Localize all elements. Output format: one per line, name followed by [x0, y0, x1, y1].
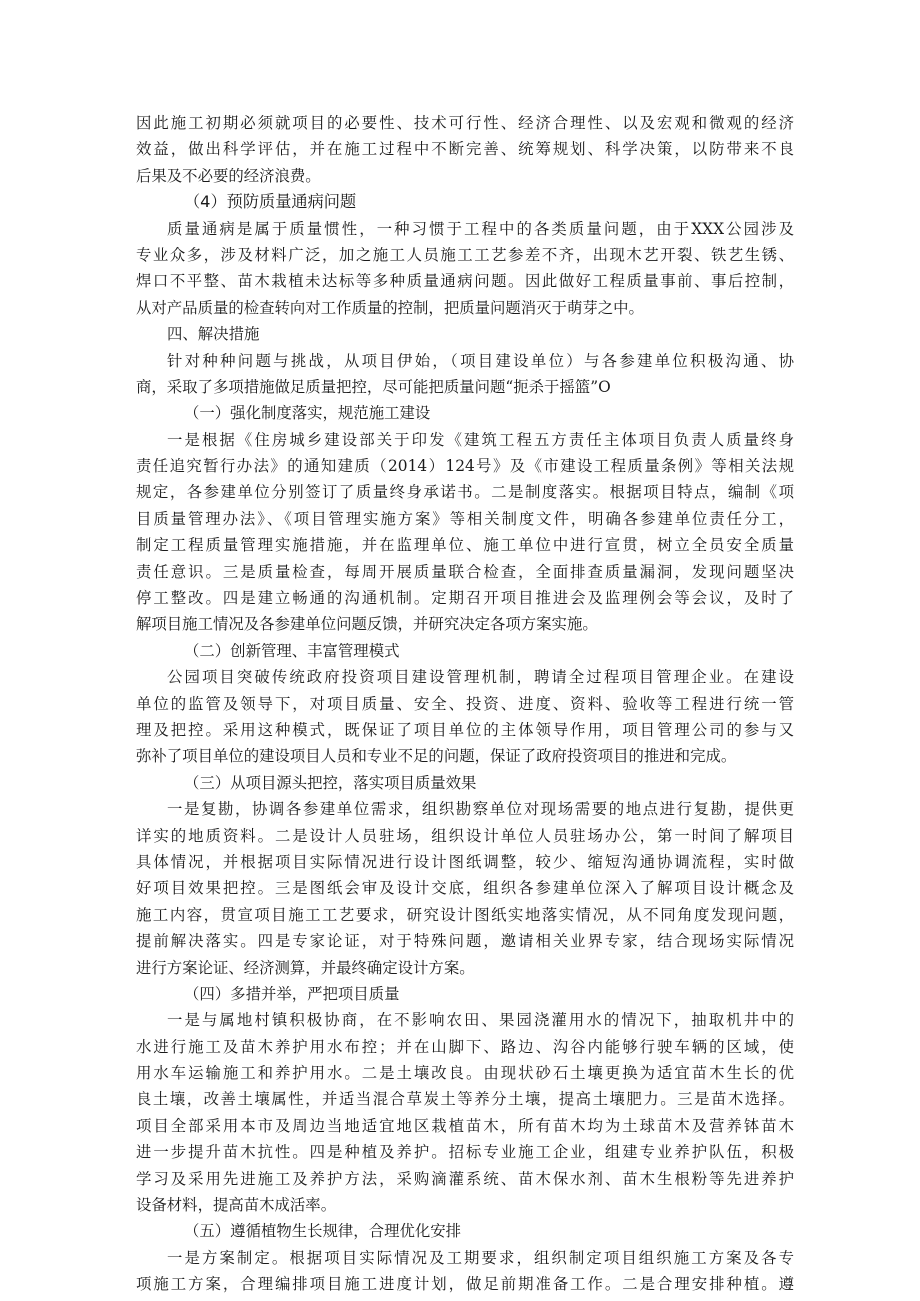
body-line: 质量通病是属于质量惯性，一种习惯于工程中的各类质量问题，由于XXX公园涉及: [167, 219, 794, 238]
body-line: 专业众多，涉及材料广泛，加之施工人员施工工艺参差不齐，出现木艺开裂、铁艺生锈、: [136, 245, 794, 264]
subsection-heading-5: （五）遵循植物生长规律，合理优化安排: [184, 1222, 462, 1241]
section-heading-4: （4）预防质量通病问题: [184, 192, 357, 212]
body-line: 项目全部采用本市及周边当地适宜地区栽植苗木，所有苗木均为土球苗木及营养钵苗木: [136, 1116, 794, 1135]
body-line: 设备材料，提高苗木成活率。: [136, 1196, 337, 1215]
body-line: 具体情况，并根据项目实际情况进行设计图纸调整，较少、缩短沟通协调流程，实时做: [136, 852, 794, 871]
body-line: 公园项目突破传统政府投资项目建设管理机制，聘请全过程项目管理企业。在建设: [167, 668, 794, 687]
body-line: 停工整改。四是建立畅通的沟通机制。定期召开项目推进会及监理例会等会议，及时了: [136, 589, 794, 608]
body-line: 责任意识。三是质量检查，每周开展质量联合检查，全面排查质量漏洞，发现问题坚决: [136, 562, 794, 581]
subsection-heading-2: （二）创新管理、丰富管理模式: [184, 641, 400, 660]
body-line: 好项目效果把控。三是图纸会审及设计交底，组织各参建单位深入了解项目设计概念及: [136, 879, 794, 898]
body-line: 弥补了项目单位的建设项目人员和专业不足的问题，保证了政府投资项目的推进和完成。: [136, 747, 737, 766]
body-line: 一是方案制定。根据项目实际情况及工期要求，组织制定项目组织施工方案及各专: [167, 1248, 794, 1267]
body-line: 良土壤，改善土壤属性，并适当混合草炭土等养分土壤，提高土壤肥力。三是苗木选择。: [136, 1090, 794, 1109]
body-line: 水进行施工及苗木养护用水布控；并在山脚下、路边、沟谷内能够行驶车辆的区域，使: [136, 1037, 794, 1056]
body-line: 后果及不必要的经济浪费。: [136, 166, 321, 185]
body-line: 效益，做出科学评估，并在施工过程中不断完善、统筹规划、科学决策，以防带来不良: [136, 140, 794, 159]
body-line: 施工内容，贯宣项目施工工艺要求，研究设计图纸实地落实情况，从不同角度发现问题，: [136, 905, 794, 924]
subsection-heading-3: （三）从项目源头把控，落实项目质量效果: [184, 773, 477, 792]
body-line: 一是根据《住房城乡建设部关于印发《建筑工程五方责任主体项目负责人质量终身: [167, 430, 794, 449]
body-line: 进行方案论证、经济测算，并最终确定设计方案。: [136, 958, 475, 977]
body-line: 商，采取了多项措施做足质量把控，尽可能把质量问题“扼杀于摇篮”O: [136, 377, 611, 396]
body-line: 学习及采用先进施工及养护方法，采购滴灌系统、苗木保水剂、苗木生根粉等先进养护: [136, 1169, 794, 1188]
body-line: 理及把控。采用这种模式，既保证了项目单位的主体领导作用，项目管理公司的参与又: [136, 720, 794, 739]
body-line: 一是复勘，协调各参建单位需求，组织勘察单位对现场需要的地点进行复勘，提供更: [167, 800, 794, 819]
body-line: 因此施工初期必须就项目的必要性、技术可行性、经济合理性、以及宏观和微观的经济: [136, 114, 794, 132]
body-line: 解项目施工情况及各参建单位问题反馈，并研究决定各项方案实施。: [136, 615, 598, 634]
body-line: 进一步提升苗木抗性。四是种植及养护。招标专业施工企业，组建专业养护队伍，积极: [136, 1143, 794, 1162]
body-line: 详实的地质资料。二是设计人员驻场，组织设计单位人员驻场办公，第一时间了解项目: [136, 826, 794, 845]
body-line: 单位的监管及领导下，对项目质量、安全、投资、进度、资料、验收等工程进行统一管: [136, 694, 794, 713]
body-line: 一是与属地村镇积极协商，在不影响农田、果园浇灌用水的情况下，抽取机井中的: [167, 1011, 794, 1030]
body-line: 焊口不平整、苗木栽植未达标等多种质量通病问题。因此做好工程质量事前、事后控制，: [136, 272, 794, 291]
body-line: 提前解决落实。四是专家论证，对于特殊问题，邀请相关业界专家，结合现场实际情况: [136, 932, 794, 951]
body-line: 用水车运输施工和养护用水。二是土壤改良。由现状砂石土壤更换为适宜苗木生长的优: [136, 1064, 794, 1083]
subsection-heading-1: （一）强化制度落实，规范施工建设: [184, 404, 431, 423]
body-line: 针对种种问题与挑战，从项目伊始，（项目建设单位）与各参建单位积极沟通、协: [167, 351, 794, 370]
body-line: 项施工方案，合理编排项目施工进度计划，做足前期准备工作。二是合理安排种植。遵: [136, 1275, 794, 1294]
body-line: 制定工程质量管理实施措施，并在监理单位、施工单位中进行宣贯，树立全员安全质量: [136, 536, 794, 555]
section-heading-solutions: 四、解决措施: [167, 325, 260, 344]
body-line: 目质量管理办法》、《项目管理实施方案》等相关制度文件，明确各参建单位责任分工，: [136, 509, 794, 528]
document-page: [136, 110, 794, 1298]
body-line: 规定，各参建单位分别签订了质量终身承诺书。二是制度落实。根据项目特点，编制《项: [136, 483, 794, 502]
body-line: 责任追究暂行办法》的通知建质（2014）124号》及《市建设工程质量条例》等相关法规: [136, 457, 794, 476]
subsection-heading-4: （四）多措并举，严把项目质量: [184, 984, 400, 1003]
body-line: 从对产品质量的检查转向对工作质量的控制，把质量问题消灭于萌芽之中。: [136, 298, 644, 317]
